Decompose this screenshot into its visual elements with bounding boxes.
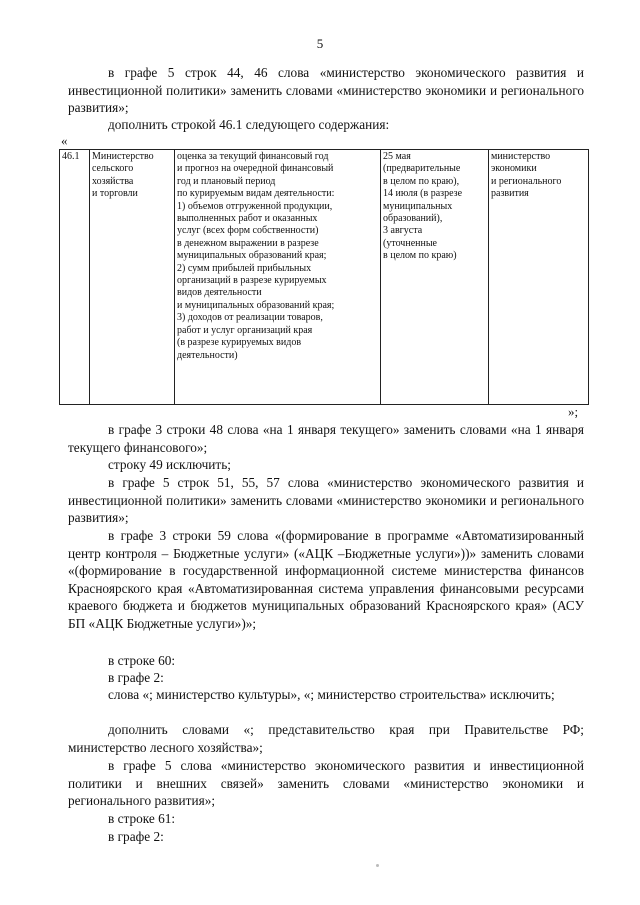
amendment-paragraph: в графе 3 строки 48 слова «на 1 января текущего» заменить словами «на 1 января текущего финансового»; (68, 422, 584, 455)
amendment-paragraph: слова «; министерство культуры», «; министерство строительства» исключить; (108, 687, 555, 702)
table-row (60, 150, 589, 405)
page-number: 5 (316, 36, 324, 51)
table-close-quote: »; (568, 404, 579, 419)
ministry-text: Министерство сельского хозяйства и торговли (92, 151, 154, 200)
amendment-paragraph: в графе 3 строки 59 слова «(формирование в программе «Автоматизированный центр контроля – Бюджетные услуги» («АЦК –Бюджетные услуги»))» заменить словами «(формирование в государственной информационной системе министерства финансов Красноярского края «Автоматизированная система управления финансовыми ресурсами краевого бюджета и бюджетов муниципальных образований Красноярского края» (АСУ БП «АЦК Бюджетные услуги»)»; (68, 528, 584, 631)
ministry-cell (90, 150, 175, 405)
amendment-paragraph: в графе 5 строк 44, 46 слова «министерство экономического развития и инвестиционной политики» заменить словами «министерство экономики и регионального развития»; (68, 65, 584, 116)
amendment-paragraph: в графе 5 строк 51, 55, 57 слова «министерство экономического развития и инвестиционной политики» заменить словами «министерство экономики и регионального развития»; (68, 475, 584, 526)
amendment-paragraph: строку 49 исключить; (108, 457, 231, 472)
deadline-text: 25 мая (предварительные в целом по краю), 14 июля (в разрезе муниципальных образований), 3 августа (уточненные в целом по краю) (383, 151, 463, 262)
amendment-paragraph: в графе 2: (108, 829, 164, 844)
amendment-paragraph: в строке 61: (108, 811, 176, 826)
description-cell (175, 150, 381, 405)
amendment-paragraph: в строке 60: (108, 653, 176, 668)
scan-speck (376, 864, 379, 867)
amendment-paragraph: в графе 2: (108, 670, 164, 685)
amendment-paragraph: дополнить строкой 46.1 следующего содержания: (108, 117, 390, 132)
deadline-cell (381, 150, 489, 405)
description-text: оценка за текущий финансовый год и прогноз на очередной финансовый год и плановый период по курируемым видам деятельности: 1) объемов отгруженной продукции, выполненных работ и оказанных услуг (всех форм собственности) в денежном выражении в разрезе муниципальных образований края; 2) сумм прибылей прибыльных организаций в разрезе курируемых видов деятельности и муниципальных образований края; 3) доходов от реализации товаров, работ и услуг организаций края (в разрезе курируемых видов деятельности) (177, 151, 335, 361)
amendment-paragraph: дополнить словами «; представительство края при Правительстве РФ; министерство лесного хозяйства»; (68, 722, 584, 755)
inserted-row-table (59, 149, 589, 405)
table-open-quote: « (61, 133, 68, 148)
row-number: 46.1 (62, 151, 80, 162)
recipient-cell (489, 150, 589, 405)
row-number-cell (60, 150, 90, 405)
amendment-paragraph: в графе 5 слова «министерство экономического развития и инвестиционной политики и внешних связей» заменить словами «министерство экономики и регионального развития»; (68, 758, 584, 809)
recipient-text: министерство экономики и регионального развития (491, 151, 562, 200)
